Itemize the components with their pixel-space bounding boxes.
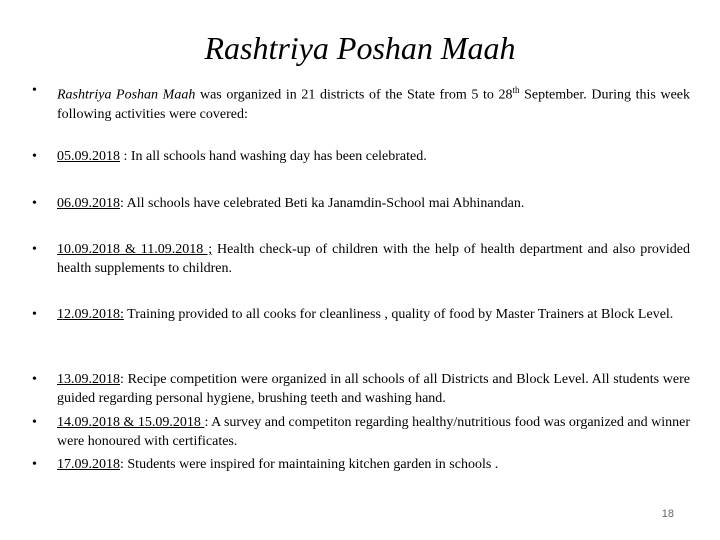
intro-italic: Rashtriya Poshan Maah (57, 87, 196, 103)
item-text: 05.09.2018 : In all schools hand washing day has been celebrated. (57, 149, 427, 164)
bullet-icon: • (32, 149, 37, 164)
bullet-icon: • (32, 83, 37, 98)
item-date: 17.09.2018 (57, 457, 120, 472)
page-title: Rashtriya Poshan Maah (204, 30, 516, 66)
item-date: 06.09.2018 (57, 196, 120, 211)
item-date: 10.09.2018 & 11.09.2018 ; (57, 242, 213, 257)
item-text: Rashtriya Poshan Maah was organized in 21 districts of the State from 5 to 28th September. During this week following activities were covered: (57, 85, 691, 122)
item-date: 13.09.2018 (57, 372, 120, 387)
item-text: 12.09.2018: Training provided to all cooks for cleanliness , quality of food by Master Trainers at Block Level. (57, 307, 674, 322)
item-text: 14.09.2018 & 15.09.2018 : A survey and competiton regarding healthy/nutritious food was organized and winner were honoured with certificates. (57, 415, 691, 449)
item-text: 06.09.2018: All schools have celebrated Beti ka Janamdin-School mai Abhinandan. (57, 196, 525, 211)
bullet-icon: • (32, 196, 37, 211)
item-text: 17.09.2018: Students were inspired for maintaining kitchen garden in schools . (57, 457, 499, 472)
bullet-icon: • (32, 457, 37, 472)
item-date: 14.09.2018 & 15.09.2018 (57, 415, 205, 430)
item-text: 10.09.2018 & 11.09.2018 ; Health check-up of children with the help of health department and also provided health supplements to children. (57, 242, 690, 276)
bullet-icon: • (32, 415, 37, 430)
bullet-icon: • (32, 242, 37, 257)
item-text: 13.09.2018: Recipe competition were organized in all schools of all Districts and Block Level. All students were guided regarding personal hygiene, brushing teeth and washing hand. (57, 372, 690, 406)
item-date: 05.09.2018 (57, 149, 120, 164)
page-number: 18 (661, 508, 674, 520)
bullet-icon: • (32, 372, 37, 387)
item-date: 12.09.2018: (57, 307, 124, 322)
bullet-icon: • (32, 307, 37, 322)
